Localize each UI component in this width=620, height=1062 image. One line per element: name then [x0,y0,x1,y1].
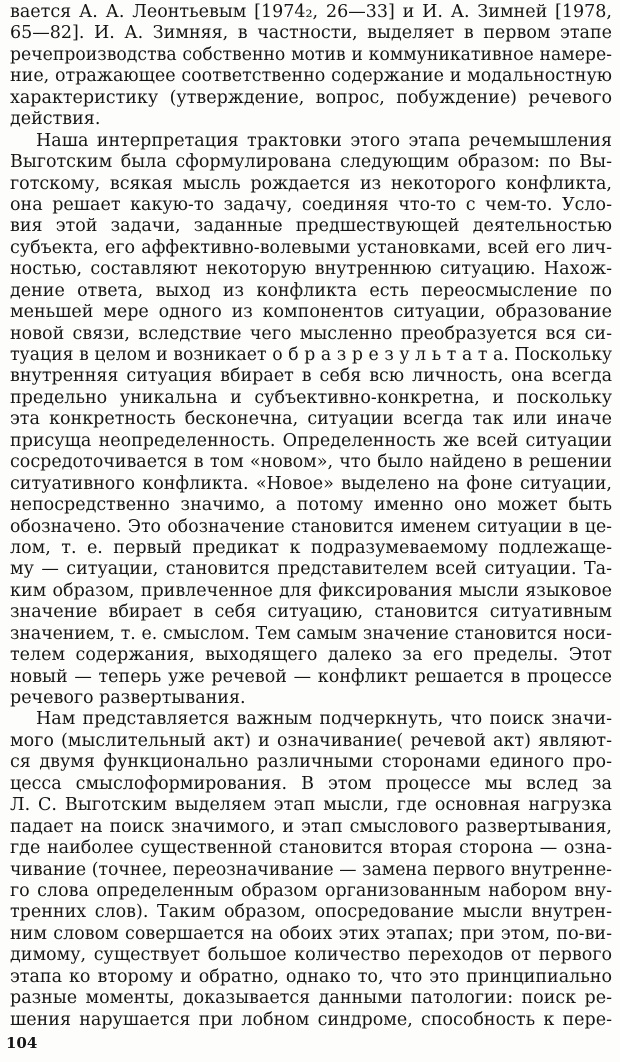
text-line: обозначено. Это обозначение становится именем ситуации в це- [10,516,612,537]
text-line: характеристику (утверждение, вопрос, побуждение) речевого [10,87,612,108]
text-line: ситуативного конфликта. «Новое» выделено на фоне ситуации, [10,473,612,494]
text-line: этапа ко второму и обратно, однако то, что это принципиально [10,966,612,987]
text-line: мого (мыслительный акт) и означивание( речевой акт) являют- [10,730,612,751]
text-line: непосредственно значимо, а потому именно оно может быть [10,495,612,516]
text-line: субъекта, его аффективно-волевыми установками, всей его лич- [10,237,612,258]
paragraph-1 [10,2,612,131]
text-line: речевого развертывания. [10,688,246,708]
text-line: лом, т. е. первый предикат к подразумеваемому подлежаще- [10,537,612,558]
text-line: значение вбирает в себя ситуацию, становится ситуативным [10,602,612,623]
text-line: сосредоточивается в том «новом», что было найдено в решении [10,452,612,473]
text-line: эта конкретность бесконечна, ситуации всегда так или иначе [10,409,612,430]
text-line: му — ситуации, становится представителем всей ситуации. Та- [10,559,612,580]
text-line: ким образом, привлеченное для фиксирования мысли языковое [10,580,612,601]
text-line: новый — теперь уже речевой — конфликт решается в процессе [10,666,612,687]
text-column [10,2,612,1031]
text-line: внутренняя ситуация вбирает в себя всю личность, она всегда [10,366,612,387]
text-line: вия этой задачи, заданные предшествующей деятельностью [10,216,612,237]
text-line: ним словом совершается на обоих этих этапах; при этом, по-ви- [10,923,612,944]
text-line: вается А. А. Леонтьевым [1974₂, 26—33] и И. А. Зимней [1978, [10,2,612,22]
text-line: готскому, всякая мысль рождается из некоторого конфликта, [10,173,612,194]
text-line: шения нарушается при лобном синдроме, способность к пере- [10,1009,612,1030]
text-line: присуща неопределенность. Определенность же всей ситуации [10,430,612,451]
text-line: 65—82]. И. А. Зимняя, в частности, выделяет в первом этапе [10,23,612,44]
text-line: Нам представляется важным подчеркнуть, что поиск значи- [36,709,612,730]
text-line: димому, существует большое количество переходов от первого [10,945,612,966]
text-line: Л. С. Выготским выделяем этап мысли, где основная нагрузка [10,795,612,816]
text-line: разные моменты, доказывается данными патологии: поиск ре- [10,988,612,1009]
text-line: ностью, составляют некоторую внутреннюю ситуацию. Нахож- [10,259,612,280]
page-number: 104 [6,1034,38,1052]
text-line: го слова определенным образом организованным набором вну- [10,880,612,901]
text-line: где наиболее существенной становится вторая сторона — озна- [10,838,612,859]
text-line: дение ответа, выход из конфликта есть переосмысление по [10,280,612,301]
text-line: действия. [10,109,101,130]
text-line: Выготским была сформулирована следующим образом: по Вы- [10,152,612,173]
text-line: телем содержания, выходящего далеко за его пределы. Этот [10,645,612,666]
text-line: ние, отражающее соответственно содержание и модальностную [10,66,612,87]
text-line: значением, т. е. смыслом. Тем самым значение становится носи- [10,623,612,644]
text-line: туация в целом и возникает о б р а з р е з у л ь т а т а. Поскольку [10,345,612,365]
text-line: она решает какую-то задачу, соединяя что-то с чем-то. Усло- [10,194,612,215]
text-line: цесса смыслоформирования. В этом процессе мы вслед за [10,773,612,794]
text-line: предельно уникальна и субъективно-конкретна, и поскольку [10,387,612,408]
paragraph-2 [10,131,612,710]
text-line: падает на поиск значимого, и этап смыслового развертывания, [10,816,612,837]
paragraph-3 [10,709,612,1031]
text-line: тренних слов). Таким образом, опосредование мысли внутрен- [10,902,612,923]
text-line: меньшей мере одного из компонентов ситуации, образование [10,302,612,323]
text-line: чивание (точнее, переозначивание — замена первого внутренне- [10,859,612,880]
text-line: Наша интерпретация трактовки этого этапа речемышления [36,130,612,151]
text-line: ся двумя функционально различными сторонами единого про- [10,752,612,773]
text-line: новой связи, вследствие чего мысленно преобразуется вся си- [10,323,612,344]
text-line: речепроизводства собственно мотив и коммуникативное намере- [10,44,612,65]
